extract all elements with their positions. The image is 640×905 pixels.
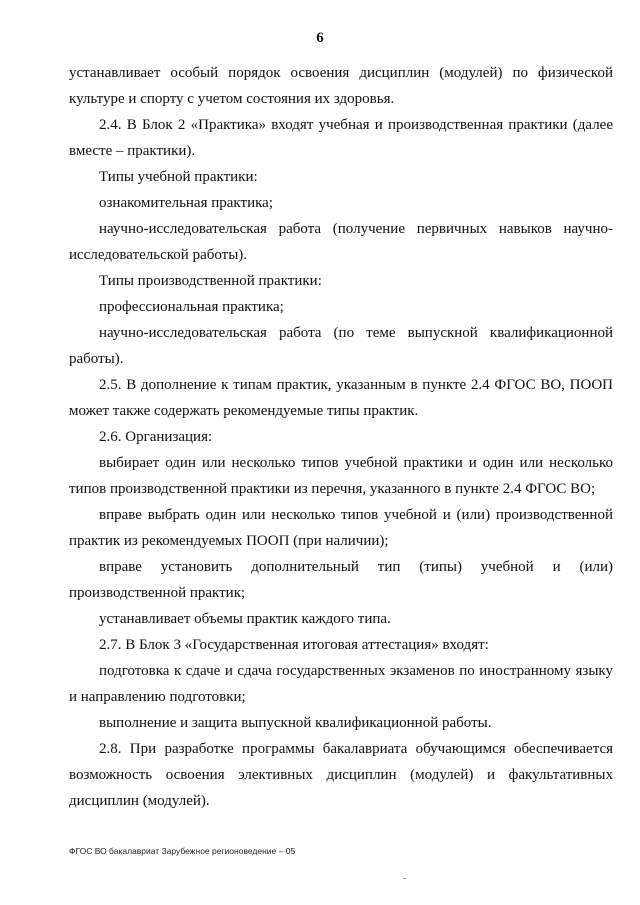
paragraph-7: профессиональная практика;	[99, 299, 284, 315]
paragraph-6: Типы производственной практики:	[99, 273, 322, 289]
paragraph-8: научно-исследовательская работа (по теме выпускной квалификационной работы).	[69, 325, 613, 367]
scan-artifact	[403, 878, 406, 879]
paragraph-1: устанавливает особый порядок освоения дисциплин (модулей) по физической культуре и спорту с учетом состояния их здоровья.	[69, 65, 613, 107]
paragraph-17: выполнение и защита выпускной квалификационной работы.	[99, 715, 492, 731]
paragraph-15: 2.7. В Блок 3 «Государственная итоговая аттестация» входят:	[99, 637, 489, 653]
paragraph-9: 2.5. В дополнение к типам практик, указанным в пункте 2.4 ФГОС ВО, ПООП может также содержать рекомендуемые типы практик.	[69, 377, 613, 419]
paragraph-16: подготовка к сдаче и сдача государственных экзаменов по иностранному языку и направлению подготовки;	[69, 663, 613, 705]
document-body	[69, 60, 613, 814]
paragraph-12: вправе выбрать один или несколько типов учебной и (или) производственной практик из рекомендуемых ПООП (при наличии);	[69, 507, 613, 549]
paragraph-3: Типы учебной практики:	[99, 169, 258, 185]
document-footer: ФГОС ВО бакалавриат Зарубежное регионоведение – 05	[69, 846, 296, 856]
paragraph-10: 2.6. Организация:	[99, 429, 213, 445]
paragraph-11: выбирает один или несколько типов учебной практики и один или несколько типов производственной практики из перечня, указанного в пункте 2.4 ФГОС ВО;	[69, 455, 613, 497]
page-number: 6	[316, 30, 324, 46]
paragraph-5: научно-исследовательская работа (получение первичных навыков научно-исследовательской работы).	[69, 221, 613, 263]
paragraph-4: ознакомительная практика;	[99, 195, 273, 211]
paragraph-14: устанавливает объемы практик каждого типа.	[99, 611, 391, 627]
paragraph-2: 2.4. В Блок 2 «Практика» входят учебная и производственная практики (далее вместе – практики).	[69, 117, 613, 159]
paragraph-18: 2.8. При разработке программы бакалавриата обучающимся обеспечивается возможность освоения элективных дисциплин (модулей) и факультативных дисциплин (модулей).	[69, 741, 613, 809]
paragraph-13: вправе установить дополнительный тип (типы) учебной и (или) производственной практик;	[69, 559, 613, 601]
